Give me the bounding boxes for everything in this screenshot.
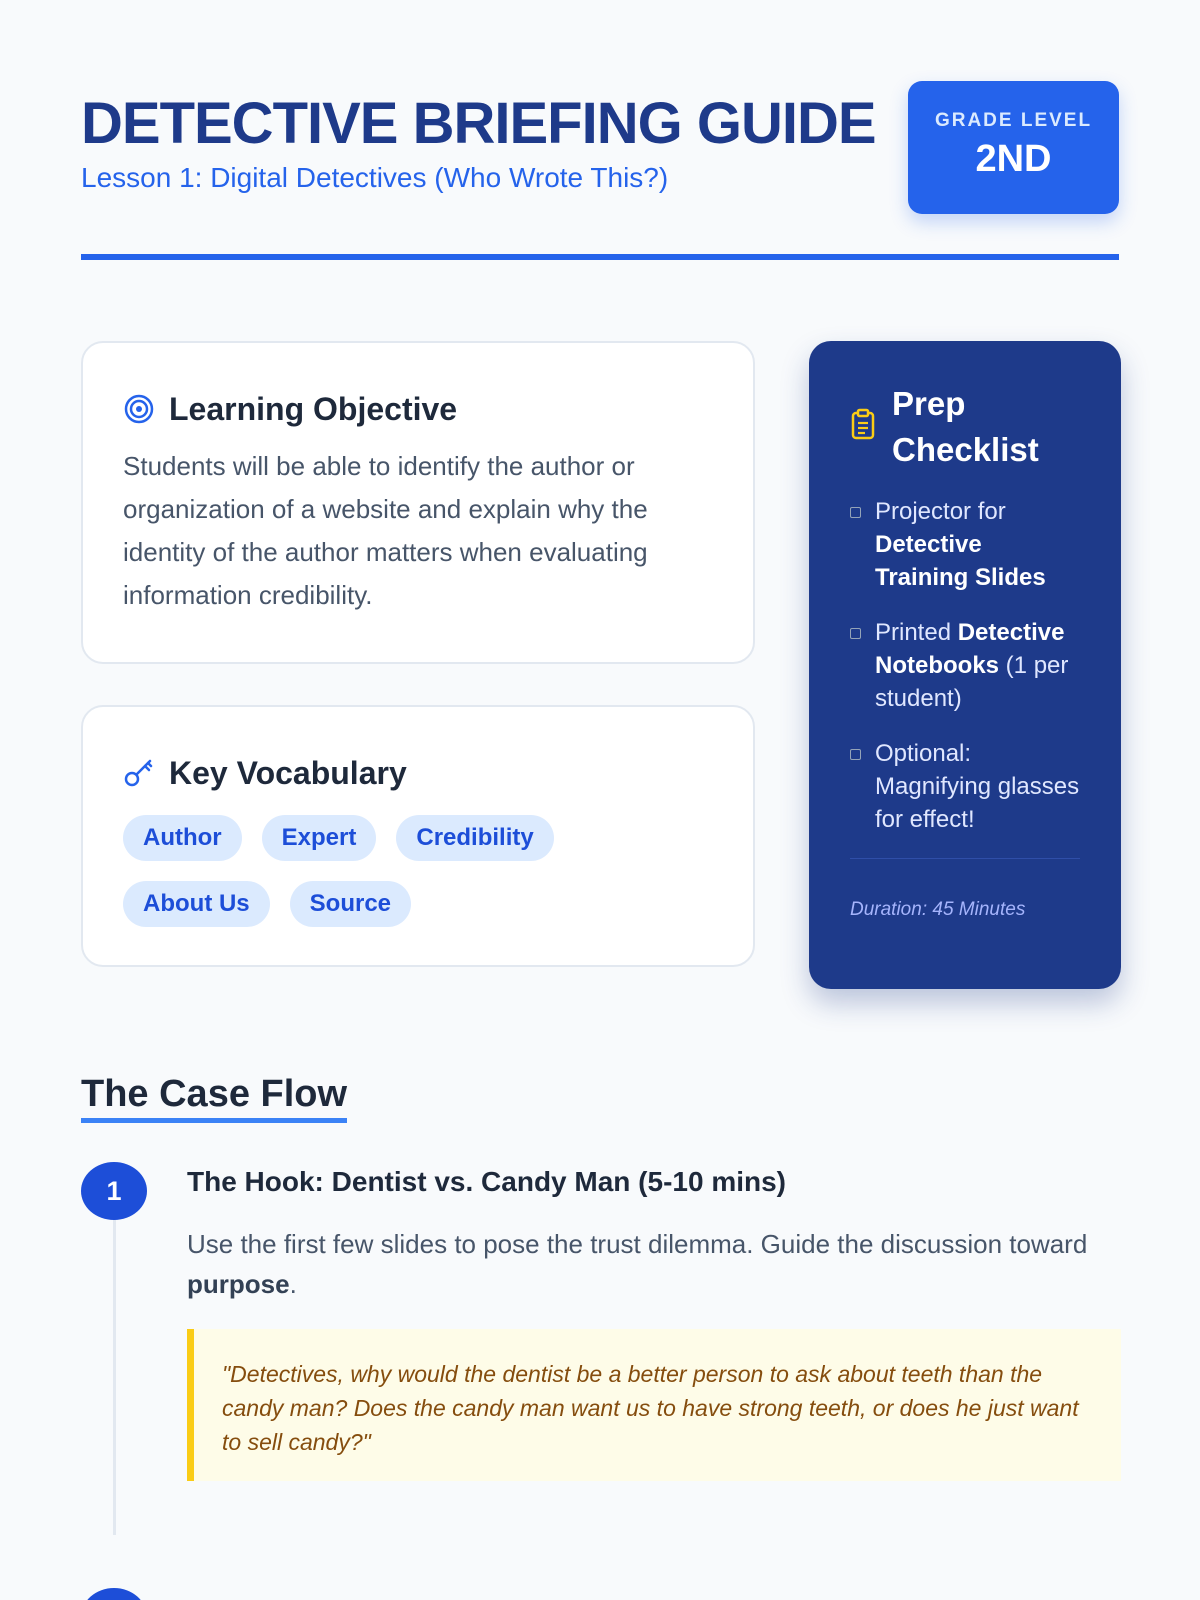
grade-level-label: GRADE LEVEL (934, 110, 1093, 131)
page-title: DETECTIVE BRIEFING GUIDE (81, 91, 876, 156)
header-divider (81, 254, 1119, 260)
step-quote: "Detectives, why would the dentist be a better person to ask about teeth than the candy man? Does the candy man want us to have strong teeth, or does he just want to sell candy?" (187, 1329, 1121, 1481)
key-vocabulary-title: Key Vocabulary (169, 754, 407, 791)
step-title: The Hook: Dentist vs. Candy Man (5-10 mins) (187, 1166, 786, 1197)
vocabulary-tags (123, 815, 713, 927)
step-number-badge: 1 (81, 1162, 147, 1220)
clipboard-icon (850, 408, 876, 440)
case-flow-title: The Case Flow (81, 1072, 347, 1123)
checklist-item[interactable] (850, 737, 1081, 836)
key-icon (123, 757, 155, 789)
key-vocabulary-header (123, 751, 713, 795)
grade-level-value: 2ND (975, 138, 1052, 180)
checkbox-icon[interactable] (850, 507, 861, 518)
vocab-tag-about-us: About Us (123, 881, 270, 927)
step-description: Use the first few slides to pose the trust dilemma. Guide the discussion toward purpose. (187, 1229, 1088, 1299)
checklist-item-text: Printed Detective Notebooks (1 per student) (875, 619, 1069, 712)
timeline-line (113, 1200, 116, 1535)
vocab-tag-author: Author (123, 815, 242, 861)
prep-checklist-header (850, 381, 1081, 473)
prep-checklist-items (850, 495, 1081, 836)
learning-objective-header (123, 387, 713, 431)
learning-objective-title: Learning Objective (169, 390, 458, 427)
step-number-badge-next (81, 1588, 147, 1600)
key-vocabulary-card (81, 705, 755, 967)
learning-objective-text: Students will be able to identify the author or organization of a website and explain why the identity of the author matters when evaluating information credibility. (123, 451, 648, 610)
checklist-item[interactable] (850, 616, 1081, 715)
checkbox-icon[interactable] (850, 749, 861, 760)
target-icon (123, 393, 155, 425)
vocab-tag-source: Source (290, 881, 411, 927)
grade-level-badge (908, 81, 1119, 214)
checklist-divider (850, 858, 1080, 859)
learning-objective-card (81, 341, 755, 664)
header (81, 0, 1119, 262)
prep-checklist-card (809, 341, 1121, 989)
checklist-item[interactable] (850, 495, 1081, 594)
page-subtitle: Lesson 1: Digital Detectives (Who Wrote This?) (81, 162, 669, 193)
vocab-tag-credibility: Credibility (396, 815, 553, 861)
checklist-item-text: Projector for Detective Training Slides (875, 498, 1046, 591)
checklist-item-text: Optional: Magnifying glasses for effect! (875, 740, 1080, 833)
checkbox-icon[interactable] (850, 628, 861, 639)
duration-text: Duration: 45 Minutes (850, 899, 1026, 920)
prep-checklist-title: Prep Checklist (892, 385, 1039, 468)
vocab-tag-expert: Expert (262, 815, 377, 861)
